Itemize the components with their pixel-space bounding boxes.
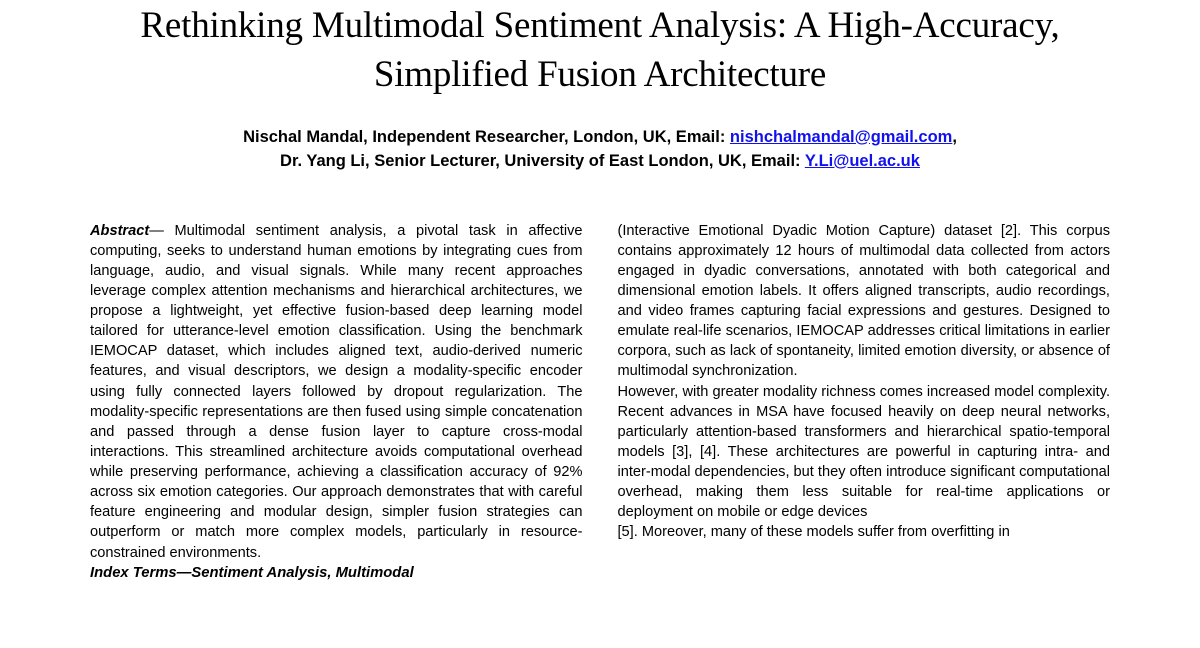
right-paragraph-3: [5]. Moreover, many of these models suffer from overfitting in (617, 524, 1010, 541)
abstract-text: Multimodal sentiment analysis, a pivotal task in affective computing, seeks to understand human emotions by integrating cues from language, audio, and visual signals. While many recent approaches leverage complex attention mechanisms and hierarchical architectures, we propose a lightweight, yet effective fusion-based deep learning model tailored for utterance-level emotion classification. Using the benchmark IEMOCAP dataset, which includes aligned text, audio-derived numeric features, and visual descriptors, we design a modality-specific encoder using fully connected layers followed by dropout regularization. The modality-specific representations are then fused using simple concatenation and passed through a dense fusion layer to capture cross-modal interactions. This streamlined architecture avoids computational overhead while preserving performance, achieving a classification accuracy of 92% across six emotion categories. Our approach demonstrates that with careful feature engineering and modular design, simpler fusion strategies can outperform or match more complex models, particularly in resource-constrained environments. (90, 222, 583, 561)
author-2-email-link[interactable]: Y.Li@uel.ac.uk (804, 151, 920, 170)
left-column (90, 221, 583, 584)
right-paragraph-2: However, with greater modality richness comes increased model complexity. Recent advances in MSA have focused heavily on deep neural networks, particularly attention-based transformers and hierarchical spatio-temporal models [3], [4]. These architectures are powerful in capturing intra- and inter-modal dependencies, but they often introduce significant computational overhead, making them less suitable for real-time applications or deployment on mobile or edge devices (617, 383, 1110, 521)
author-line-2 (90, 150, 1110, 174)
right-paragraph-1: (Interactive Emotional Dyadic Motion Capture) dataset [2]. This corpus contains approximately 12 hours of multimodal data collected from actors engaged in dyadic conversations, annotated with both categorical and dimensional emotion labels. It offers aligned transcripts, audio recordings, and video frames capturing facial expressions and gestures. Designed to emulate real-life scenarios, IEMOCAP addresses critical limitations in earlier corpora, such as lack of spontaneity, limited emotion diversity, or absence of multimodal synchronization. (617, 222, 1110, 380)
author-1-affiliation: Nischal Mandal, Independent Researcher, London, UK, Email: (243, 127, 730, 146)
author-1-suffix: , (952, 127, 957, 146)
page-title: Rethinking Multimodal Sentiment Analysis: A High-Accuracy, Simplified Fusion Architecture (140, 5, 1060, 95)
abstract-paragraph (90, 221, 583, 563)
two-column-body (90, 221, 1110, 584)
right-column (618, 221, 1111, 543)
abstract-dash: — (149, 222, 175, 239)
index-terms: Index Terms—Sentiment Analysis, Multimodal (90, 564, 414, 581)
abstract-label: Abstract (90, 222, 150, 239)
author-line-1 (90, 126, 1110, 150)
author-block (90, 126, 1110, 174)
author-1-email-link[interactable]: nishchalmandal@gmail.com (729, 127, 953, 146)
author-2-affiliation: Dr. Yang Li, Senior Lecturer, University of East London, UK, Email: (280, 151, 805, 170)
